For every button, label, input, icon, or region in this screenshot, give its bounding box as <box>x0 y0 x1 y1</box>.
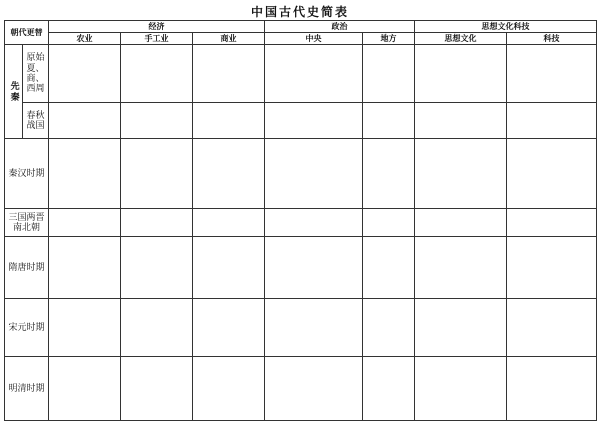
period-label: 隋唐时期 <box>5 237 49 299</box>
table-row <box>5 103 597 139</box>
table-row <box>5 209 597 237</box>
period-label: 宋元时期 <box>5 299 49 357</box>
era-label: 先秦 <box>5 45 23 139</box>
table-row <box>5 237 597 299</box>
period-label: 春秋战国 <box>23 103 49 139</box>
handicraft-header: 手工业 <box>121 33 193 45</box>
dynasty-header: 朝代更替 <box>5 21 49 45</box>
thought-header: 思想文化 <box>415 33 507 45</box>
local-header: 地方 <box>363 33 415 45</box>
agriculture-header: 农业 <box>49 33 121 45</box>
period-label: 明清时期 <box>5 357 49 421</box>
table-row <box>5 299 597 357</box>
politics-header: 政治 <box>265 21 415 33</box>
period-label: 原始 夏、商、西周 <box>23 45 49 103</box>
period-label: 秦汉时期 <box>5 139 49 209</box>
period-label: 三国两晋南北朝 <box>5 209 49 237</box>
science-header: 科技 <box>507 33 597 45</box>
history-table <box>4 20 597 421</box>
table-row <box>5 357 597 421</box>
table-row <box>5 139 597 209</box>
central-header: 中央 <box>265 33 363 45</box>
economy-header: 经济 <box>49 21 265 33</box>
table-row <box>5 45 597 103</box>
commerce-header: 商业 <box>193 33 265 45</box>
page-title: 中国古代史简表 <box>250 5 349 19</box>
culture-header: 思想文化科技 <box>415 21 597 33</box>
